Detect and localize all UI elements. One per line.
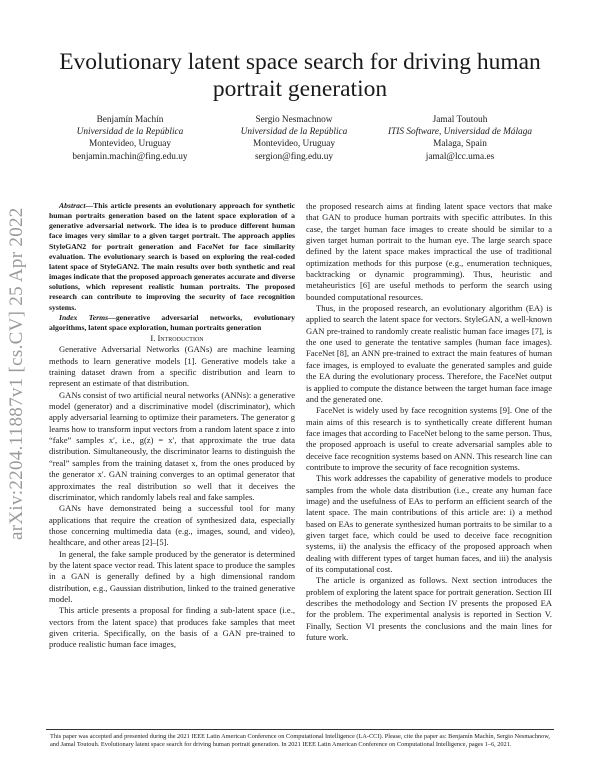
body-paragraph: This article presents a proposal for finding a sub-latent space (i.e., vectors from the latent space) that produces fake samples that meet given criteria. Specifically, on the basis of a GAN pre-trained to produce realistic human face images, bbox=[49, 605, 295, 650]
body-paragraph: the proposed research aims at finding latent space vectors that make that GAN to produce human portraits with specific attributes. In this case, the target human face images to create should be similar to a given target human portrait to the human eye. The large search space defined by the latent space makes impractical the use of traditional optimization methods for this purpose (e.g., enumeration techniques, backtracking or dynamic programming). Thus, heuristic and metaheuristics [6] are useful methods to perform the search using bounded computational resources. bbox=[306, 201, 552, 302]
paper-title: Evolutionary latent space search for driving human portrait generation bbox=[59, 49, 541, 102]
abstract-text: —This article presents an evolutionary approach for synthetic human portraits generation based on the latent space exploration of a generative adversarial network. The idea is to produce different human face images very similar to a given target portrait. The approach applies StyleGAN2 for portrait generation and FaceNet for face similarity evaluation. The evolutionary search is based on exploring the real-coded latent space of StyleGAN2. The main results over both synthetic and real images indicate that the proposed approach generates accurate and diverse solutions, which represent realistic human portraits. The proposed research can contribute to improving the security of face recognition systems. bbox=[49, 201, 295, 312]
author-name: Sergio Nesmachnow bbox=[255, 115, 333, 125]
index-terms-text: —generative adversarial networks, evolutionary algorithms, latent space exploration, human portraits generation bbox=[49, 312, 295, 332]
author-affiliation: Universidad de la República bbox=[240, 127, 348, 138]
body-paragraph: In general, the fake sample produced by the generator is determined by the latent space vector read. This latent space to produce the samples in a GAN is generally defined by a high dimensional random distribution, e.g., Gaussian distribution, linked to the trained generative model. bbox=[49, 548, 295, 604]
body-paragraph: This work addresses the capability of generative models to produce samples from the whole data distribution (i.e., create any human face image) and the usefulness of EAs to perform an efficient search of the latent space. The main contributions of this article are: i) a method based on EAs to generate synthesized human portraits to be similar to a given target face, which could be used to deceive face recognition systems, ii) the analysis the efficacy of the proposed approach when dealing with different types of target human faces, and iii) the analysis of its computational cost. bbox=[306, 473, 552, 574]
footer-divider bbox=[46, 729, 554, 730]
author-name: Jamal Toutouh bbox=[432, 115, 488, 125]
left-column bbox=[49, 201, 295, 651]
author-affiliation: ITIS Software, Universidad de Málaga bbox=[387, 127, 532, 138]
abstract-label: Abstract bbox=[59, 201, 86, 210]
right-column bbox=[306, 201, 552, 643]
author-location: Malaga, Spain bbox=[433, 139, 487, 150]
author-email: benjamin.machin@fing.edu.uy bbox=[72, 151, 188, 162]
body-paragraph: Generative Adversarial Networks (GANs) are machine learning methods to learn generative models [1]. Generative models take a training dataset drawn from a specific distribution and learn to represent an estimate of that distribution. bbox=[49, 344, 295, 389]
index-terms bbox=[49, 313, 295, 333]
author-email: sergion@fing.edu.uy bbox=[254, 151, 334, 162]
body-paragraph: The article is organized as follows. Next section introduces the problem of exploring the latent space for portrait generation. Section III describes the methodology and Section IV presents the proposed EA for the problem. The experimental analysis is reported in Section V. Finally, Section VI presents the conclusions and the main lines for future work. bbox=[306, 575, 552, 643]
author-1 bbox=[40, 114, 220, 163]
author-name: Benjamín Machín bbox=[96, 115, 164, 125]
body-paragraph: FaceNet is widely used by face recognition systems [9]. One of the main aims of this research is to synthetically create different human face images that according to FaceNet belong to the same person. Thus, the proposed approach is useful to create adversarial samples able to deceive face recognition systems based on ANN. This research line can contribute to improve the security of face recognition systems. bbox=[306, 405, 552, 472]
author-location: Montevideo, Uruguay bbox=[252, 139, 336, 150]
body-paragraph: GANs have demonstrated being a successful tool for many applications that require the creation of synthesized data, especially those concerning multimedia data (e.g., images, sound, and video), healthcare, and other areas [2]–[5]. bbox=[49, 503, 295, 548]
author-affiliation: Universidad de la República bbox=[76, 127, 184, 138]
body-paragraph: GANs consist of two artificial neural networks (ANNs): a generative model (generator) and a discriminative model (discriminator), which apply adversarial learning to optimize their parameters. The generator g learns how to transform input vectors from a random latent space z into “fake” samples x′, i.e., g(z) = x′, that approximate the true data distribution. Simultaneously, the discriminator learns to distinguish the “real” samples from the training dataset x, from the ones produced by the generator x′. GAN training converges to an optimal generator that approximates the real distribution so well that it deceives the discriminator, which randomly labels real and fake samples. bbox=[49, 389, 295, 502]
author-2 bbox=[204, 114, 384, 163]
footer-note: This paper was accepted and presented during the 2021 IEEE Latin American Conference on Computational Intelligence (LA-CCI). Please, cite the paper as: Benjamín Machín, Sergio Nesmachnow, and Jamal Toutouh. Evolutionary latent space search for driving human portrait generation. In 2021 IEEE Latin American Conference on Computational Intelligence, pages 1–6, 2021. bbox=[50, 733, 550, 749]
section-heading: I. Introduction bbox=[150, 333, 204, 344]
author-3 bbox=[370, 114, 550, 163]
index-terms-label: Index Terms bbox=[59, 312, 109, 322]
author-email: jamal@lcc.uma.es bbox=[425, 151, 495, 162]
abstract bbox=[49, 201, 295, 313]
author-location: Montevideo, Uruguay bbox=[88, 139, 172, 150]
arxiv-identifier: arXiv:2204.11887v1 [cs.CV] 25 Apr 2022 bbox=[6, 207, 27, 540]
body-paragraph: Thus, in the proposed research, an evolutionary algorithm (EA) is applied to search the latent space for vectors. StyleGAN, a well-known GAN pre-trained to randomly create realistic human face images [7], is the one used to generate the tentative samples (human face images). FaceNet [8], an ANN pre-trained to extract the main features of human face images, is employed to evaluate the generated samples and guide the EA during the evolutionary process. Therefore, the FaceNet output is applied to compute the distance between the target human face image and the generated one. bbox=[306, 303, 552, 404]
